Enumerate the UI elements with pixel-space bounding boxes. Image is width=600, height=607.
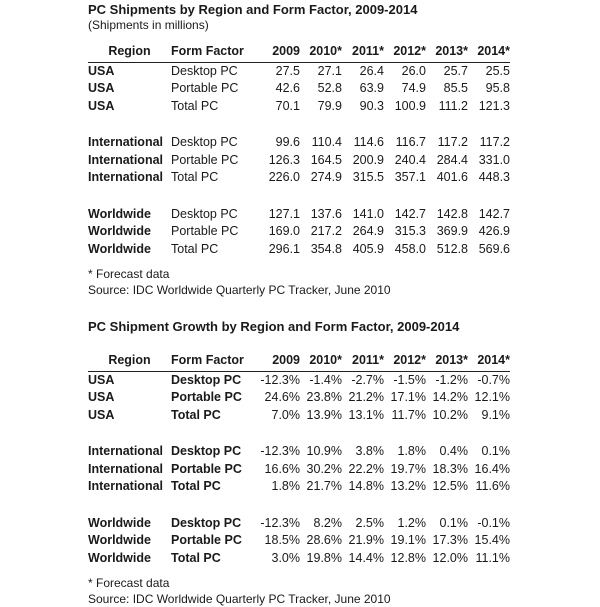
- shipments-table-header: [88, 43, 510, 62]
- value-cell: 3.8%: [355, 444, 384, 458]
- table-row: [88, 550, 510, 568]
- value-cell: 21.7%: [306, 479, 342, 493]
- form-factor-cell: Total PC: [171, 479, 221, 493]
- form-factor-cell: Total PC: [171, 407, 221, 422]
- shipments-subtitle: (Shipments in millions): [88, 18, 209, 32]
- value-cell: 240.4: [394, 152, 426, 167]
- value-cell: 12.0%: [432, 550, 468, 565]
- value-cell: -12.3%: [260, 515, 300, 530]
- group-spacer: [88, 115, 510, 134]
- table-row: [88, 389, 510, 407]
- value-cell: 42.6: [275, 81, 300, 95]
- column-header: Form Factor: [171, 353, 244, 367]
- value-cell: 12.1%: [474, 390, 510, 404]
- value-cell: 27.5: [275, 63, 300, 78]
- form-factor-cell: Desktop PC: [171, 206, 238, 221]
- value-cell: 1.8%: [271, 479, 300, 493]
- value-cell: 70.1: [275, 98, 300, 113]
- value-cell: 405.9: [352, 241, 384, 256]
- form-factor-cell: Total PC: [171, 170, 219, 184]
- shipments-table: [88, 43, 510, 258]
- value-cell: 90.3: [359, 98, 384, 113]
- region-cell: USA: [88, 372, 115, 387]
- value-cell: 14.4%: [348, 550, 384, 565]
- value-cell: 1.8%: [397, 444, 426, 458]
- value-cell: 111.2: [438, 98, 468, 113]
- region-cell: USA: [88, 390, 115, 404]
- value-cell: 17.3%: [432, 533, 468, 547]
- value-cell: 21.9%: [348, 533, 384, 547]
- value-cell: 448.3: [478, 170, 510, 184]
- form-factor-cell: Portable PC: [171, 81, 239, 95]
- value-cell: 15.4%: [474, 533, 510, 547]
- region-cell: USA: [88, 407, 115, 422]
- column-header: 2009: [272, 44, 300, 58]
- form-factor-cell: Total PC: [171, 98, 219, 113]
- value-cell: 331.0: [478, 152, 510, 167]
- value-cell: 127.1: [268, 206, 300, 221]
- value-cell: 354.8: [310, 241, 342, 256]
- value-cell: 13.2%: [390, 479, 426, 493]
- source-note: Source: IDC Worldwide Quarterly PC Tracker, June 2010: [88, 283, 391, 297]
- value-cell: 226.0: [268, 170, 300, 184]
- column-header: 2009: [272, 353, 300, 367]
- value-cell: -12.3%: [260, 444, 300, 458]
- region-cell: USA: [88, 98, 115, 113]
- value-cell: 11.1%: [475, 550, 510, 565]
- value-cell: 114.6: [353, 135, 384, 149]
- value-cell: 16.6%: [264, 461, 300, 476]
- region-cell: USA: [88, 63, 115, 78]
- form-factor-cell: Portable PC: [171, 533, 242, 547]
- table-row: [88, 169, 510, 187]
- value-cell: 18.5%: [264, 533, 300, 547]
- value-cell: -1.4%: [309, 372, 342, 387]
- column-header: 2012*: [393, 353, 426, 367]
- value-cell: 315.3: [394, 224, 426, 238]
- value-cell: 137.6: [310, 206, 342, 221]
- form-factor-cell: Portable PC: [171, 461, 242, 476]
- value-cell: 426.9: [478, 224, 510, 238]
- value-cell: -1.2%: [435, 372, 468, 387]
- column-header: 2013*: [435, 353, 468, 367]
- value-cell: 25.5: [485, 63, 510, 78]
- value-cell: 7.0%: [271, 407, 300, 422]
- forecast-note: * Forecast data: [88, 267, 170, 281]
- value-cell: 9.1%: [481, 407, 510, 422]
- table-row: [88, 223, 510, 241]
- value-cell: 24.6%: [264, 390, 300, 404]
- table-row: [88, 407, 510, 425]
- value-cell: -12.3%: [260, 372, 300, 387]
- column-header: 2014*: [477, 44, 510, 58]
- value-cell: 142.7: [478, 206, 510, 221]
- value-cell: 142.7: [394, 206, 426, 221]
- value-cell: 217.2: [310, 224, 342, 238]
- region-cell: International: [88, 170, 164, 184]
- value-cell: 85.5: [443, 81, 468, 95]
- value-cell: 512.8: [436, 241, 468, 256]
- value-cell: 10.2%: [432, 407, 468, 422]
- growth-table-body: [88, 371, 510, 567]
- table-row: [88, 134, 510, 152]
- region-cell: Worldwide: [88, 206, 151, 221]
- value-cell: 458.0: [394, 241, 426, 256]
- value-cell: 0.1%: [439, 515, 468, 530]
- value-cell: 99.6: [275, 135, 300, 149]
- value-cell: 116.7: [395, 135, 426, 149]
- value-cell: 357.1: [394, 170, 426, 184]
- value-cell: 95.8: [485, 81, 510, 95]
- table-row: [88, 443, 510, 461]
- form-factor-cell: Portable PC: [171, 224, 239, 238]
- value-cell: 13.1%: [348, 407, 384, 422]
- value-cell: 100.9: [394, 98, 426, 113]
- value-cell: -1.5%: [393, 372, 426, 387]
- value-cell: 1.2%: [397, 515, 426, 530]
- column-header: 2011*: [352, 353, 384, 367]
- value-cell: 264.9: [352, 224, 384, 238]
- value-cell: 21.2%: [348, 390, 384, 404]
- table-row: [88, 206, 510, 224]
- value-cell: -0.1%: [477, 515, 510, 530]
- growth-table-header: [88, 352, 510, 371]
- value-cell: 110.4: [311, 135, 342, 149]
- value-cell: 2.5%: [355, 515, 384, 530]
- value-cell: 0.1%: [481, 444, 510, 458]
- table-row: [88, 98, 510, 116]
- value-cell: 18.3%: [432, 461, 468, 476]
- value-cell: 16.4%: [474, 461, 510, 476]
- form-factor-cell: Desktop PC: [171, 135, 238, 149]
- value-cell: 11.6%: [475, 479, 510, 493]
- value-cell: 11.7%: [391, 407, 426, 422]
- column-header: Form Factor: [171, 44, 244, 58]
- value-cell: 142.8: [436, 206, 468, 221]
- value-cell: 169.0: [268, 224, 300, 238]
- growth-table: [88, 352, 510, 567]
- value-cell: 30.2%: [306, 461, 342, 476]
- value-cell: 19.1%: [390, 533, 426, 547]
- shipments-section: [88, 2, 508, 298]
- value-cell: 569.6: [478, 241, 510, 256]
- column-header: 2010*: [309, 353, 342, 367]
- value-cell: 3.0%: [271, 550, 300, 565]
- value-cell: 401.6: [436, 170, 468, 184]
- shipments-table-body: [88, 62, 510, 258]
- form-factor-cell: Desktop PC: [171, 372, 242, 387]
- group-spacer: [88, 424, 510, 443]
- value-cell: 12.8%: [390, 550, 426, 565]
- value-cell: 117.2: [479, 135, 510, 149]
- column-header: Region: [108, 353, 151, 367]
- value-cell: 369.9: [436, 224, 468, 238]
- column-header: 2010*: [309, 44, 342, 58]
- region-cell: International: [88, 461, 164, 476]
- form-factor-cell: Total PC: [171, 241, 219, 256]
- table-row: [88, 515, 510, 533]
- form-factor-cell: Desktop PC: [171, 63, 238, 78]
- value-cell: 8.2%: [313, 515, 342, 530]
- value-cell: 13.9%: [306, 407, 342, 422]
- table-row: [88, 241, 510, 259]
- value-cell: 10.9%: [306, 444, 342, 458]
- value-cell: 19.7%: [390, 461, 426, 476]
- value-cell: 26.4: [359, 63, 384, 78]
- form-factor-cell: Total PC: [171, 550, 221, 565]
- region-cell: Worldwide: [88, 241, 151, 256]
- value-cell: 117.2: [437, 135, 468, 149]
- value-cell: 17.1%: [390, 390, 426, 404]
- group-spacer: [88, 187, 510, 206]
- region-cell: International: [88, 479, 164, 493]
- table-row: [88, 62, 510, 80]
- table-row: [88, 478, 510, 496]
- source-note: Source: IDC Worldwide Quarterly PC Tracker, June 2010: [88, 592, 391, 606]
- value-cell: 200.9: [352, 152, 384, 167]
- value-cell: 26.0: [401, 63, 426, 78]
- column-header: 2012*: [393, 44, 426, 58]
- shipments-title: PC Shipments by Region and Form Factor, 2009-2014: [88, 2, 418, 17]
- shipments-footnotes: [88, 266, 508, 298]
- value-cell: 25.7: [443, 63, 468, 78]
- value-cell: 0.4%: [439, 444, 468, 458]
- value-cell: 296.1: [268, 241, 300, 256]
- value-cell: 74.9: [401, 81, 426, 95]
- value-cell: 52.8: [317, 81, 342, 95]
- value-cell: 23.8%: [306, 390, 342, 404]
- value-cell: 79.9: [317, 98, 342, 113]
- value-cell: 14.2%: [432, 390, 468, 404]
- region-cell: Worldwide: [88, 533, 151, 547]
- growth-footnotes: [88, 575, 508, 607]
- forecast-note: * Forecast data: [88, 576, 170, 590]
- value-cell: 63.9: [359, 81, 384, 95]
- value-cell: 121.3: [478, 98, 510, 113]
- region-cell: International: [88, 444, 164, 458]
- form-factor-cell: Desktop PC: [171, 444, 242, 458]
- region-cell: Worldwide: [88, 550, 151, 565]
- growth-section: [88, 319, 508, 607]
- value-cell: 14.8%: [348, 479, 384, 493]
- form-factor-cell: Portable PC: [171, 152, 239, 167]
- value-cell: 126.3: [268, 152, 300, 167]
- value-cell: 19.8%: [306, 550, 342, 565]
- region-cell: International: [88, 152, 164, 167]
- value-cell: 12.5%: [432, 479, 468, 493]
- value-cell: -2.7%: [351, 372, 384, 387]
- column-header: 2011*: [352, 44, 384, 58]
- table-row: [88, 371, 510, 389]
- form-factor-cell: Desktop PC: [171, 515, 242, 530]
- region-cell: Worldwide: [88, 515, 151, 530]
- group-spacer: [88, 496, 510, 515]
- value-cell: 22.2%: [348, 461, 384, 476]
- value-cell: 274.9: [310, 170, 342, 184]
- growth-title: PC Shipment Growth by Region and Form Factor, 2009-2014: [88, 319, 460, 334]
- value-cell: 164.5: [310, 152, 342, 167]
- table-row: [88, 80, 510, 98]
- value-cell: -0.7%: [477, 372, 510, 387]
- value-cell: 141.0: [352, 206, 384, 221]
- value-cell: 28.6%: [306, 533, 342, 547]
- value-cell: 315.5: [352, 170, 384, 184]
- value-cell: 27.1: [317, 63, 342, 78]
- region-cell: USA: [88, 81, 115, 95]
- table-row: [88, 532, 510, 550]
- column-header: 2014*: [477, 353, 510, 367]
- region-cell: International: [88, 135, 164, 149]
- table-row: [88, 152, 510, 170]
- column-header: Region: [108, 44, 151, 58]
- value-cell: 284.4: [436, 152, 468, 167]
- table-row: [88, 461, 510, 479]
- region-cell: Worldwide: [88, 224, 151, 238]
- form-factor-cell: Portable PC: [171, 390, 242, 404]
- column-header: 2013*: [435, 44, 468, 58]
